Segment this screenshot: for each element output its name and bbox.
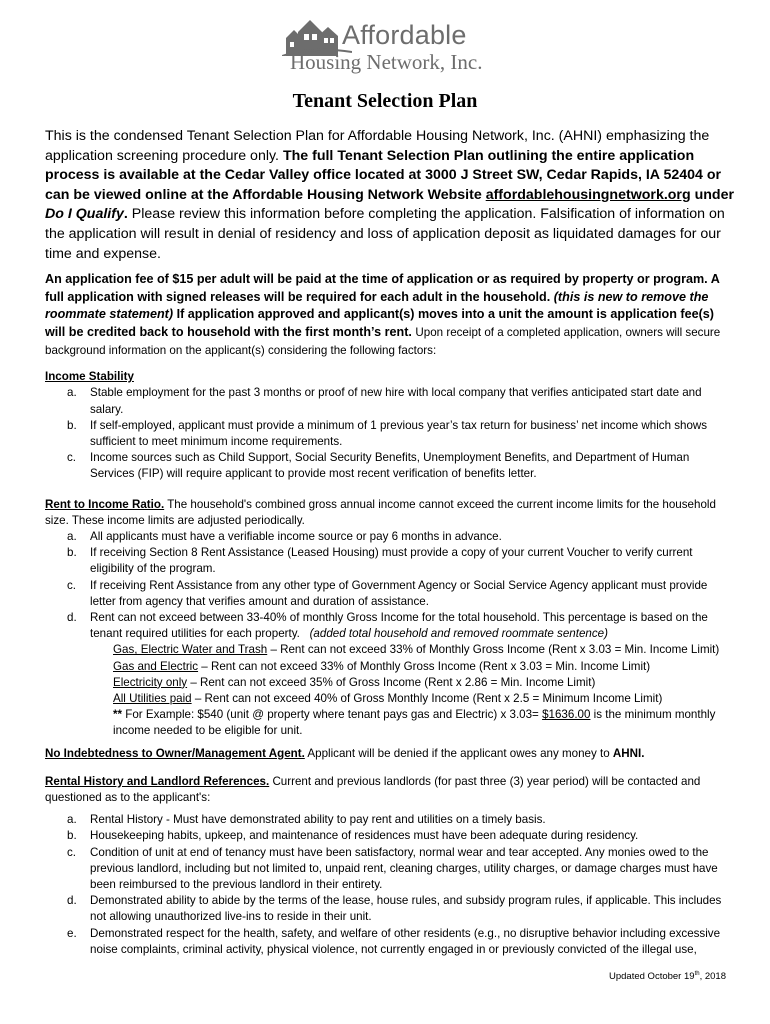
list-item: d. Demonstrated ability to abide by the terms of the lease, house rules, and subsidy program rules, if applicable. This includes not allowing unauthorized live-ins to reside in their unit. [67, 894, 722, 924]
fee-normal-text: Upon receipt of a completed application, owners will secure background information on the applicant(s) considering the following factors: [45, 325, 721, 357]
updated-date: Updated October 19th, 2018 [609, 971, 726, 983]
list-item: e. Demonstrated respect for the health, safety, and welfare of other residents (e.g., no disruptive behavior including excessive noise complaints, criminal activity, physical violence, not currently engaged in or previously convicted of the illegal use, [67, 926, 721, 956]
list-item: a. Stable employment for the past 3 months or proof of new hire with local company that verifies anticipated start date and salary. [67, 386, 702, 416]
income-stability-list [45, 385, 735, 482]
list-item: c. If receiving Rent Assistance from any other type of Government Agency or Social Service Agency applicant must provide letter from agency that verifies amount and duration of assistance. [67, 578, 708, 608]
rental-history-section [45, 774, 735, 958]
utility-rule: Electricity only – Rent can not exceed 35% of Gross Income (Rent x 2.86 = Min. Income Limit) [113, 675, 596, 689]
list-item: c. Condition of unit at end of tenancy must have been satisfactory, normal wear and tear accepted. Any monies owed to the previous landlord, including but not limited to, unpaid rent, cleaning charges, utility charges, or damage charges must have been reimbursed to the previous landlord in their entirety. [67, 845, 718, 892]
website-link[interactable]: affordablehousingnetwork.org [485, 186, 691, 203]
fee-credit-text: If application approved and applicant(s) moves into a unit the amount is application fee(s) will be credited back to household with the first month’s rent. [45, 307, 714, 339]
list-item: b. Housekeeping habits, upkeep, and maintenance of residences must have been adequate during residency. [67, 829, 639, 843]
intro-end-text: Please review this information before completing the application. Falsification of information on the application will result in denial of residency and loss of application deposit as liquidated damages for our time and expense. [45, 206, 725, 262]
rent-example: ** For Example: $540 (unit @ property where tenant pays gas and Electric) x 3.03= $1636.00 is the minimum monthly income needed to be eligible for unit. [113, 708, 716, 738]
indebtedness-section: No Indebtedness to Owner/Management Agent. Applicant will be denied if the applicant owes any money to AHNI. [45, 746, 645, 760]
rental-history-heading: Rental History and Landlord References. [45, 774, 270, 788]
utility-rule: Gas, Electric Water and Trash – Rent can not exceed 33% of Monthly Gross Income (Rent x 3.03 = Min. Income Limit) [113, 643, 720, 657]
list-item: b. If receiving Section 8 Rent Assistance (Leased Housing) must provide a copy of your current Voucher to verify current eligibility of the program. [67, 546, 693, 576]
utility-rule: Gas and Electric – Rent can not exceed 33% of Monthly Gross Income (Rent x 3.03 = Min. Income Limit) [113, 659, 651, 673]
rent-ratio-list [45, 529, 735, 642]
list-item: a. Rental History - Must have demonstrated ability to pay rent and utilities on a timely basis. [67, 813, 546, 827]
logo-wordmark-top: Affordable [342, 20, 467, 50]
utility-rule: All Utilities paid – Rent can not exceed 40% of Gross Monthly Income (Rent x 2.5 = Minimum Income Limit) [113, 691, 663, 705]
list-item: d. Rent can not exceed between 33-40% of monthly Gross Income for the total household. This percentage is based on the tenant required utilities for each property. (added total household and removed roommate sentence) [67, 610, 708, 641]
logo-wordmark-bottom: Housing Network, Inc. [290, 50, 483, 74]
fee-paragraph [45, 271, 735, 359]
intro-bold-text: The full Tenant Selection Plan outlining the entire application process is available at the Cedar Valley office located at 3000 J Street SW, Cedar Rapids, IA 52404 or can be viewed online at the Affordable Housing Network Website [45, 147, 722, 203]
intro-text: This is the condensed Tenant Selection Plan for Affordable Housing Network, Inc. (AHNI) emphasizing the application screening procedure only. [45, 128, 710, 164]
rental-history-intro: Rental History and Landlord References. Current and previous landlords (for past three (3) year period) will be contacted and questioned as to the applicant's: [45, 774, 701, 804]
rental-history-list [45, 812, 735, 958]
list-item: a. All applicants must have a verifiable income source or pay 6 months in advance. [67, 529, 502, 543]
intro-paragraph: This is the condensed Tenant Selection Plan for Affordable Housing Network, Inc. (AHNI) emphasizing the application screening procedure only. The full Tenant Selection Plan outlining the entire application process is available at the Cedar Valley office located at 3000 J Street SW, Cedar Rapids, IA 52404 or can be viewed online at the Affordable Housing Network Website affordablehousingnetwork.org under Do I Qualify. Please review this information before completing the application. Falsification of information on the application will result in denial of residency and loss of application deposit as liquidated damages for our time and expense. [45, 128, 734, 262]
intro-under-text: under [694, 186, 734, 203]
income-stability-heading: Income Stability [45, 370, 134, 384]
income-stability-section [45, 369, 735, 482]
fee-italic-note: (this is new to remove the roommate statement) [45, 289, 709, 322]
company-logo [282, 16, 502, 78]
do-i-qualify-text: Do I Qualify [45, 206, 124, 223]
rent-ratio-heading: Rent to Income Ratio. [45, 497, 165, 511]
rent-ratio-intro: Rent to Income Ratio. The household's combined gross annual income cannot exceed the current income limits for the household size. These income limits are adjusted periodically. [45, 497, 716, 527]
rent-ratio-section [45, 497, 735, 740]
list-item: b. If self-employed, applicant must provide a minimum of 1 previous year’s tax return for business’ net income which shows sufficient to meet minimum income requirements. [67, 418, 708, 448]
fee-bold-text: An application fee of $15 per adult will be paid at the time of application or as required by property or program. A full application with signed releases will be required for each adult in the household. [45, 272, 720, 304]
list-item: c. Income sources such as Child Support, Social Security Benefits, Unemployment Benefits, and Department of Human Services (FIP) will require applicant to provide most recent verification of benefits letter. [67, 451, 690, 481]
document-body [45, 127, 735, 958]
page-title: Tenant Selection Plan [292, 90, 478, 112]
indebtedness-heading: No Indebtedness to Owner/Management Agent. [45, 746, 305, 760]
